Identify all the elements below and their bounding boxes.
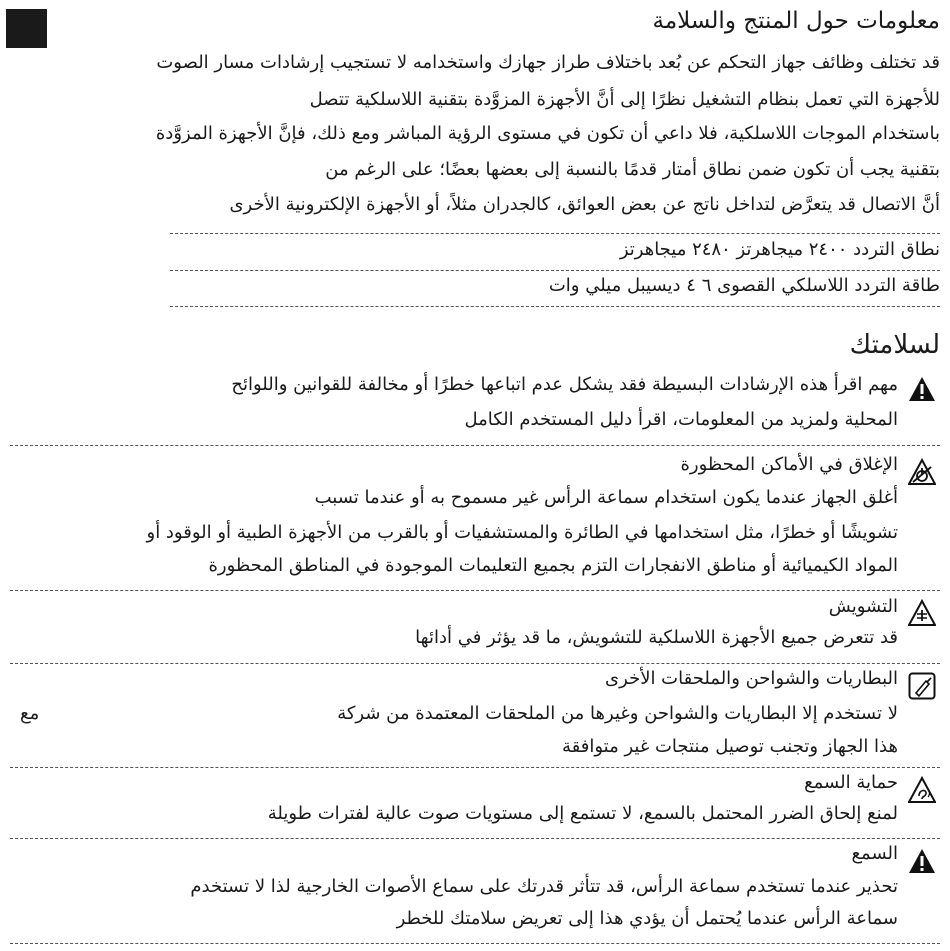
divider xyxy=(10,767,940,768)
section-restricted-line-3: المواد الكيميائية أو مناطق الانفجارات التزم بجميع التعليمات الموجودة في المناطق المحظورة xyxy=(208,555,898,576)
intro-line-2: للأجهزة التي تعمل بنظام التشغيل نظرًا إلى أنَّ الأجهزة المزوَّدة بتقنية اللاسلكية تتصل xyxy=(309,89,940,110)
section-battery-title: البطاريات والشواحن والملحقات الأخرى xyxy=(605,668,898,689)
section-hearing-protection-title: حماية السمع xyxy=(804,772,898,793)
section-battery-extra: مع xyxy=(20,703,40,724)
warning-icon xyxy=(908,375,936,403)
divider xyxy=(10,838,940,839)
section-battery-line-2: هذا الجهاز وتجنب توصيل منتجات غير متوافقة xyxy=(562,736,898,757)
hearing-icon xyxy=(908,776,936,804)
section-battery-line-1: لا تستخدم إلا البطاريات والشواحن وغيرها من الملحقات المعتمدة من شركة xyxy=(337,703,898,724)
section-restricted-line-1: أغلق الجهاز عندما يكون استخدام سماعة الرأس غير مسموح به أو عندما تسبب xyxy=(314,487,898,508)
section-interference-title: التشويش xyxy=(828,596,898,617)
section-hearing-line-2: سماعة الرأس عندما يُحتمل أن يؤدي هذا إلى تعريض سلامتك للخطر xyxy=(396,908,898,929)
spec-row-frequency: نطاق التردد ٢٤٠٠ ميجاهرتز ٢٤٨٠ ميجاهرتز xyxy=(619,239,940,260)
interference-icon xyxy=(908,599,936,627)
section-restricted-line-2: تشويشًا أو خطرًا، مثل استخدامها في الطائرة والمستشفيات أو بالقرب من الأجهزة الطبية أو الوقود أو xyxy=(146,522,898,543)
black-square-marker xyxy=(6,9,47,48)
intro-line-3: باستخدام الموجات اللاسلكية، فلا داعي أن تكون في مستوى الرؤية المباشر ومع ذلك، فإنَّ الأجهزة المزوَّدة xyxy=(155,123,940,144)
section-important-line-1: مهم اقرأ هذه الإرشادات البسيطة فقد يشكل عدم اتباعها خطرًا أو مخالفة للقوانين واللوائح xyxy=(231,374,898,395)
divider xyxy=(170,306,940,307)
spec-row-power: طاقة التردد اللاسلكي القصوى ٦ ٤ ديسيبل ميلي وات xyxy=(548,275,940,296)
divider xyxy=(10,445,940,446)
divider xyxy=(10,943,940,944)
divider xyxy=(10,590,940,591)
safety-heading: لسلامتك xyxy=(849,330,940,360)
page-title: معلومات حول المنتج والسلامة xyxy=(652,8,940,34)
intro-line-1: قد تختلف وظائف جهاز التحكم عن بُعد باختلاف طراز جهازك واستخدامه لا تستجيب إرشادات مسار الصوت xyxy=(156,52,940,73)
warning-icon xyxy=(908,847,936,875)
section-important-line-2: المحلية ولمزيد من المعلومات، اقرأ دليل المستخدم الكامل xyxy=(464,409,898,430)
divider xyxy=(170,270,940,271)
section-interference-line-1: قد تتعرض جميع الأجهزة اللاسلكية للتشويش، ما قد يؤثر في أدائها xyxy=(415,627,898,648)
intro-line-5: أنَّ الاتصال قد يتعرَّض لتداخل ناتج عن بعض العوائق، كالجدران مثلاً، أو الأجهزة الإلكترونية الأخرى xyxy=(229,194,940,215)
section-hearing-line-1: تحذير عندما تستخدم سماعة الرأس، قد تتأثر قدرتك على سماع الأصوات الخارجية لذا لا تستخدم xyxy=(190,876,898,897)
battery-charger-icon xyxy=(908,672,936,700)
section-hearing-title: السمع xyxy=(851,843,898,864)
divider xyxy=(170,233,940,234)
divider xyxy=(10,663,940,664)
section-hearing-protection-line-1: لمنع إلحاق الضرر المحتمل بالسمع، لا تستمع إلى مستويات صوت عالية لفترات طويلة xyxy=(267,803,898,824)
section-restricted-title: الإغلاق في الأماكن المحظورة xyxy=(680,454,898,475)
intro-line-4: بتقنية يجب أن تكون ضمن نطاق أمتار قدمًا بالنسبة إلى بعضها بعضًا؛ على الرغم من xyxy=(325,159,940,180)
switch-off-icon xyxy=(908,458,936,486)
